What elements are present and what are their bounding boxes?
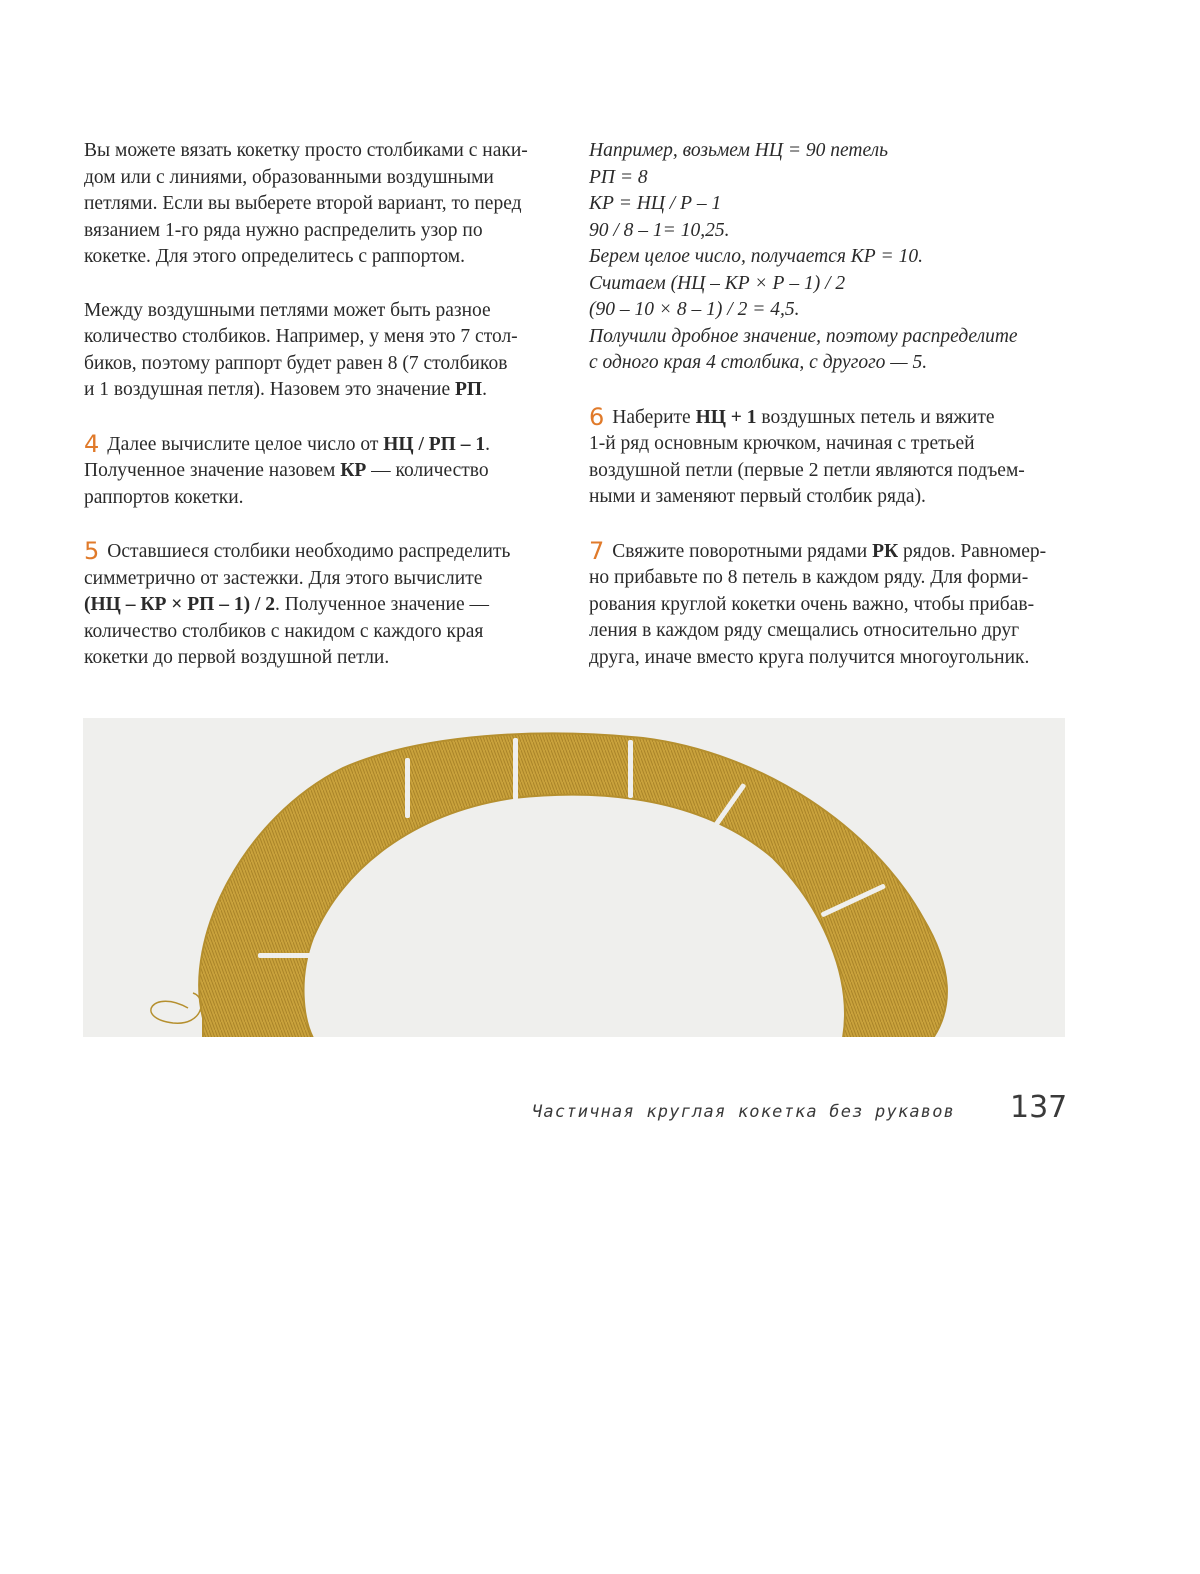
step-6 (589, 404, 1079, 511)
formula: НЦ / РП – 1 (383, 433, 486, 455)
text-span: Свяжите поворотными рядами (612, 540, 873, 562)
text-span: Далее вычислите целое число от (107, 433, 384, 455)
text-line: Берем целое число, получается КР = 10. (589, 246, 923, 267)
yarn-tail (151, 993, 201, 1023)
text-span: . (482, 379, 487, 400)
term-kr: КР (340, 460, 367, 481)
formula: (НЦ – КР × РП – 1) / 2 (84, 594, 275, 615)
text-line: ными и заменяют первый столбик ряда). (589, 486, 926, 507)
text-line: (90 – 10 × 8 – 1) / 2 = 4,5. (589, 299, 800, 320)
text-line: КР = НЦ / Р – 1 (589, 193, 722, 214)
text-line: симметрично от застежки. Для этого вычислите (84, 567, 483, 589)
yoke-photo (83, 718, 1065, 1037)
formula: НЦ + 1 (695, 406, 757, 428)
text-line: ления в каждом ряду смещались относительно друг (589, 620, 1020, 641)
step-number: 4 (84, 429, 100, 458)
text-line (84, 431, 554, 459)
text-line: петлями. Если вы выберете второй вариант, то перед (84, 193, 522, 214)
yoke-shape (199, 733, 947, 1037)
running-footer-title: Частичная круглая кокетка без рукавов (532, 1102, 956, 1122)
step-number: 6 (589, 402, 605, 431)
text-span: и 1 воздушная петля). Назовем это значение (84, 379, 455, 400)
text-line: дом или с линиями, образованными воздушными (84, 166, 494, 188)
text-line: Считаем (НЦ – КР × Р – 1) / 2 (589, 272, 846, 294)
rapport-paragraph (84, 298, 554, 404)
text-span: Полученное значение назовем (84, 460, 341, 481)
text-span: Наберите (612, 406, 696, 428)
page-number: 137 (1010, 1090, 1068, 1125)
text-span: — количество (366, 460, 489, 481)
text-line: рования круглой кокетки очень важно, чтобы прибав- (589, 593, 1035, 615)
text-span: . Полученное значение — (274, 594, 490, 615)
text-line: друга, иначе вместо круга получится многоугольник. (589, 646, 1030, 668)
text-line (589, 404, 1079, 432)
text-line: Между воздушными петлями может быть разное (84, 299, 491, 321)
text-line (84, 538, 554, 566)
intro-paragraph (84, 138, 554, 271)
text-span: Оставшиеся столбики необходимо распределить (107, 541, 511, 562)
step-5 (84, 538, 554, 672)
text-span: рядов. Равномер- (898, 540, 1047, 562)
text-line: Получили дробное значение, поэтому распределите (589, 325, 1018, 347)
text-line (84, 458, 554, 485)
text-line: РП = 8 (589, 166, 648, 188)
text-line: количество столбиков с накидом с каждого края (84, 620, 484, 642)
text-line: с одного края 4 столбика, с другого — 5. (589, 352, 928, 373)
text-span: воздушных петель и вяжите (756, 406, 995, 428)
text-line: раппортов кокетки. (84, 486, 244, 508)
left-column (84, 138, 554, 699)
text-line: кокетки до первой воздушной петли. (84, 647, 390, 668)
right-column (589, 138, 1079, 698)
step-7 (589, 538, 1079, 672)
text-line: но прибавьте по 8 петель в каждом ряду. Для форми- (589, 567, 1029, 588)
text-line: 90 / 8 – 1= 10,25. (589, 219, 730, 241)
text-line: количество столбиков. Например, у меня это 7 стол- (84, 326, 518, 347)
text-line (84, 377, 554, 404)
text-line: Например, возьмем НЦ = 90 петель (589, 140, 889, 161)
example-calculation (589, 138, 1079, 377)
text-line: воздушной петли (первые 2 петли являются подъем- (589, 459, 1025, 481)
term-rp: РП (454, 379, 483, 400)
term-rk: РК (872, 540, 899, 562)
text-line: биков, поэтому раппорт будет равен 8 (7 столбиков (84, 352, 508, 374)
text-line (589, 538, 1079, 566)
step-number: 7 (589, 536, 605, 565)
text-span: . (485, 433, 490, 455)
step-4 (84, 431, 554, 512)
crochet-yoke-illustration (83, 718, 1065, 1037)
text-line: кокетке. Для этого определитесь с раппортом. (84, 246, 466, 267)
text-line (84, 592, 554, 619)
text-line: 1-й ряд основным крючком, начиная с третьей (589, 433, 975, 454)
text-line: вязанием 1-го ряда нужно распределить узор по (84, 219, 483, 241)
text-line: Вы можете вязать кокетку просто столбиками с наки- (84, 140, 528, 161)
step-number: 5 (84, 537, 100, 565)
